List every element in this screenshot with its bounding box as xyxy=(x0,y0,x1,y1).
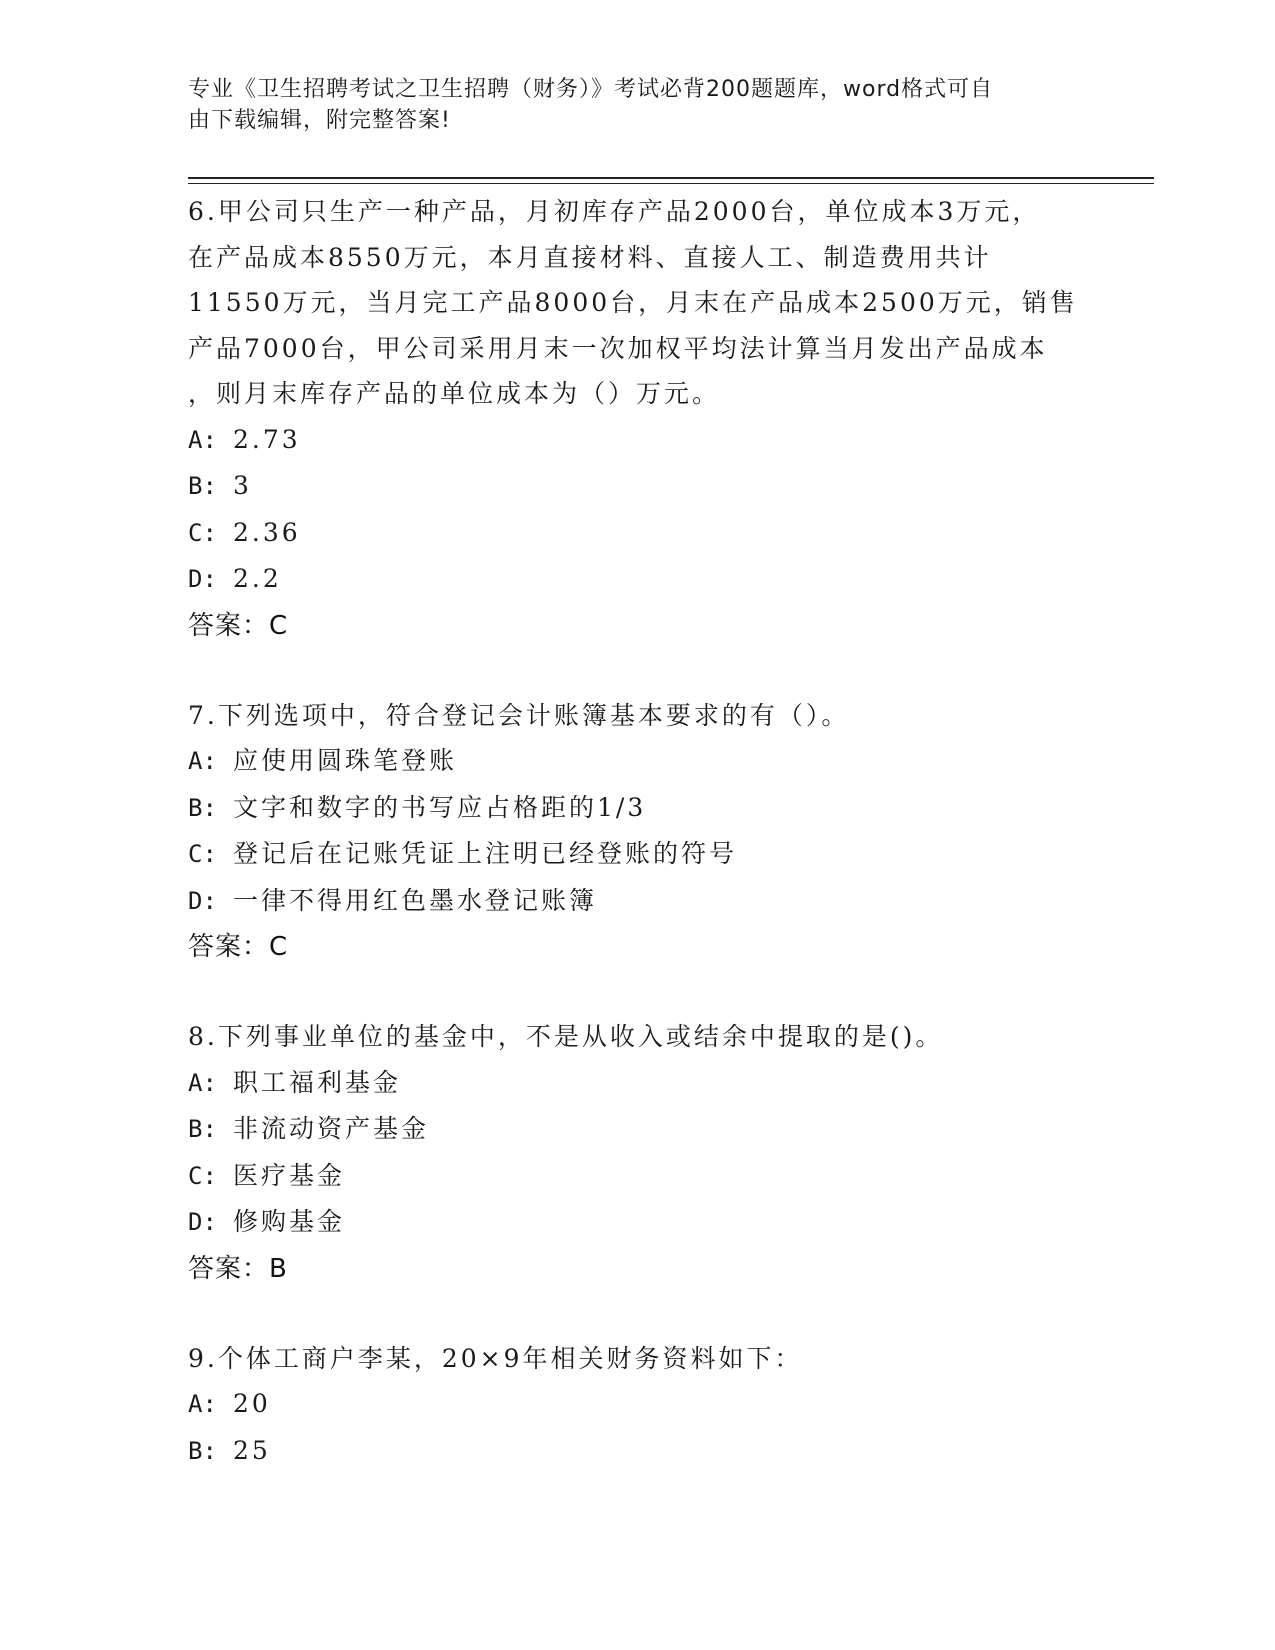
question-stem-line: 在产品成本8550万元，本月直接材料、直接人工、制造费用共计 xyxy=(188,242,992,272)
option-a xyxy=(188,1381,1088,1428)
option-key: D: xyxy=(188,565,217,593)
answer-line: 答案：C xyxy=(188,610,289,641)
question-spacer xyxy=(188,1292,1088,1336)
option-key: B: xyxy=(188,472,217,500)
question-stem-line: 6.甲公司只生产一种产品，月初库存产品2000台，单位成本3万元， xyxy=(188,197,1041,226)
question-spacer xyxy=(188,649,1088,693)
option-text: 登记后在记账凭证上注明已经登账的符号 xyxy=(233,839,738,868)
option-b xyxy=(188,1428,1088,1475)
option-c xyxy=(188,831,1088,878)
option-text: 职工福利基金 xyxy=(233,1067,402,1097)
option-key: D: xyxy=(188,1208,217,1236)
option-b xyxy=(188,785,1088,832)
option-a xyxy=(188,1060,1088,1107)
option-key: A: xyxy=(188,1390,217,1418)
question-list xyxy=(188,189,1088,1474)
question-spacer xyxy=(188,970,1088,1014)
option-d xyxy=(188,878,1088,925)
option-text: 应使用圆珠笔登账 xyxy=(233,746,458,775)
option-text: 修购基金 xyxy=(233,1207,346,1236)
option-key: C: xyxy=(188,518,217,547)
option-text: 2.73 xyxy=(233,424,301,454)
option-key: B: xyxy=(188,1436,217,1465)
question-stem-line: 7.下列选项中，符合登记会计账簿基本要求的有（）。 xyxy=(188,700,850,730)
option-text: 2.36 xyxy=(233,517,301,547)
option-key: A: xyxy=(188,1068,217,1097)
option-b xyxy=(188,1106,1088,1153)
option-key: B: xyxy=(188,793,217,822)
option-text: 文字和数字的书写应占格距的1/3 xyxy=(233,792,647,822)
option-c xyxy=(188,1153,1088,1200)
option-text: 一律不得用红色墨水登记账簿 xyxy=(233,885,598,915)
option-key: B: xyxy=(188,1115,217,1143)
option-a xyxy=(188,738,1088,785)
option-text: 25 xyxy=(233,1435,271,1465)
header-divider-thin xyxy=(188,183,1154,184)
question-stem-line: 8.下列事业单位的基金中，不是从收入或结余中提取的是()。 xyxy=(188,1022,944,1051)
option-d xyxy=(188,556,1088,603)
option-key: C: xyxy=(188,1161,217,1190)
option-text: 3 xyxy=(233,471,252,500)
header-divider-thick xyxy=(188,177,1154,179)
option-key: C: xyxy=(188,840,217,868)
option-key: A: xyxy=(188,747,217,775)
option-c xyxy=(188,510,1088,557)
question-7 xyxy=(188,693,1088,971)
question-6 xyxy=(188,189,1088,649)
option-text: 医疗基金 xyxy=(233,1160,346,1190)
question-stem-line: 11550万元，当月完工产品8000台，月末在产品成本2500万元，销售 xyxy=(188,288,1078,317)
question-stem-line: 产品7000台，甲公司采用月末一次加权平均法计算当月发出产品成本 xyxy=(188,333,1048,363)
answer-line: 答案：B xyxy=(188,1253,288,1284)
question-stem-line: ，则月末库存产品的单位成本为（）万元。 xyxy=(188,379,721,408)
question-9 xyxy=(188,1336,1088,1475)
option-text: 非流动资产基金 xyxy=(233,1114,430,1143)
option-b xyxy=(188,463,1088,510)
option-key: A: xyxy=(188,425,217,454)
question-8 xyxy=(188,1014,1088,1292)
option-a xyxy=(188,417,1088,464)
option-text: 20 xyxy=(233,1389,271,1418)
option-key: D: xyxy=(188,886,217,915)
document-header xyxy=(188,74,1068,136)
header-line-1: 专业《卫生招聘考试之卫生招聘（财务）》考试必背200题题库，word格式可自 xyxy=(188,77,994,102)
header-line-2: 由下载编辑，附完整答案! xyxy=(188,108,451,133)
option-d xyxy=(188,1199,1088,1246)
answer-line: 答案：C xyxy=(188,932,289,962)
question-stem-line: 9.个体工商户李某，20×9年相关财务资料如下： xyxy=(188,1343,803,1373)
option-text: 2.2 xyxy=(233,564,282,593)
